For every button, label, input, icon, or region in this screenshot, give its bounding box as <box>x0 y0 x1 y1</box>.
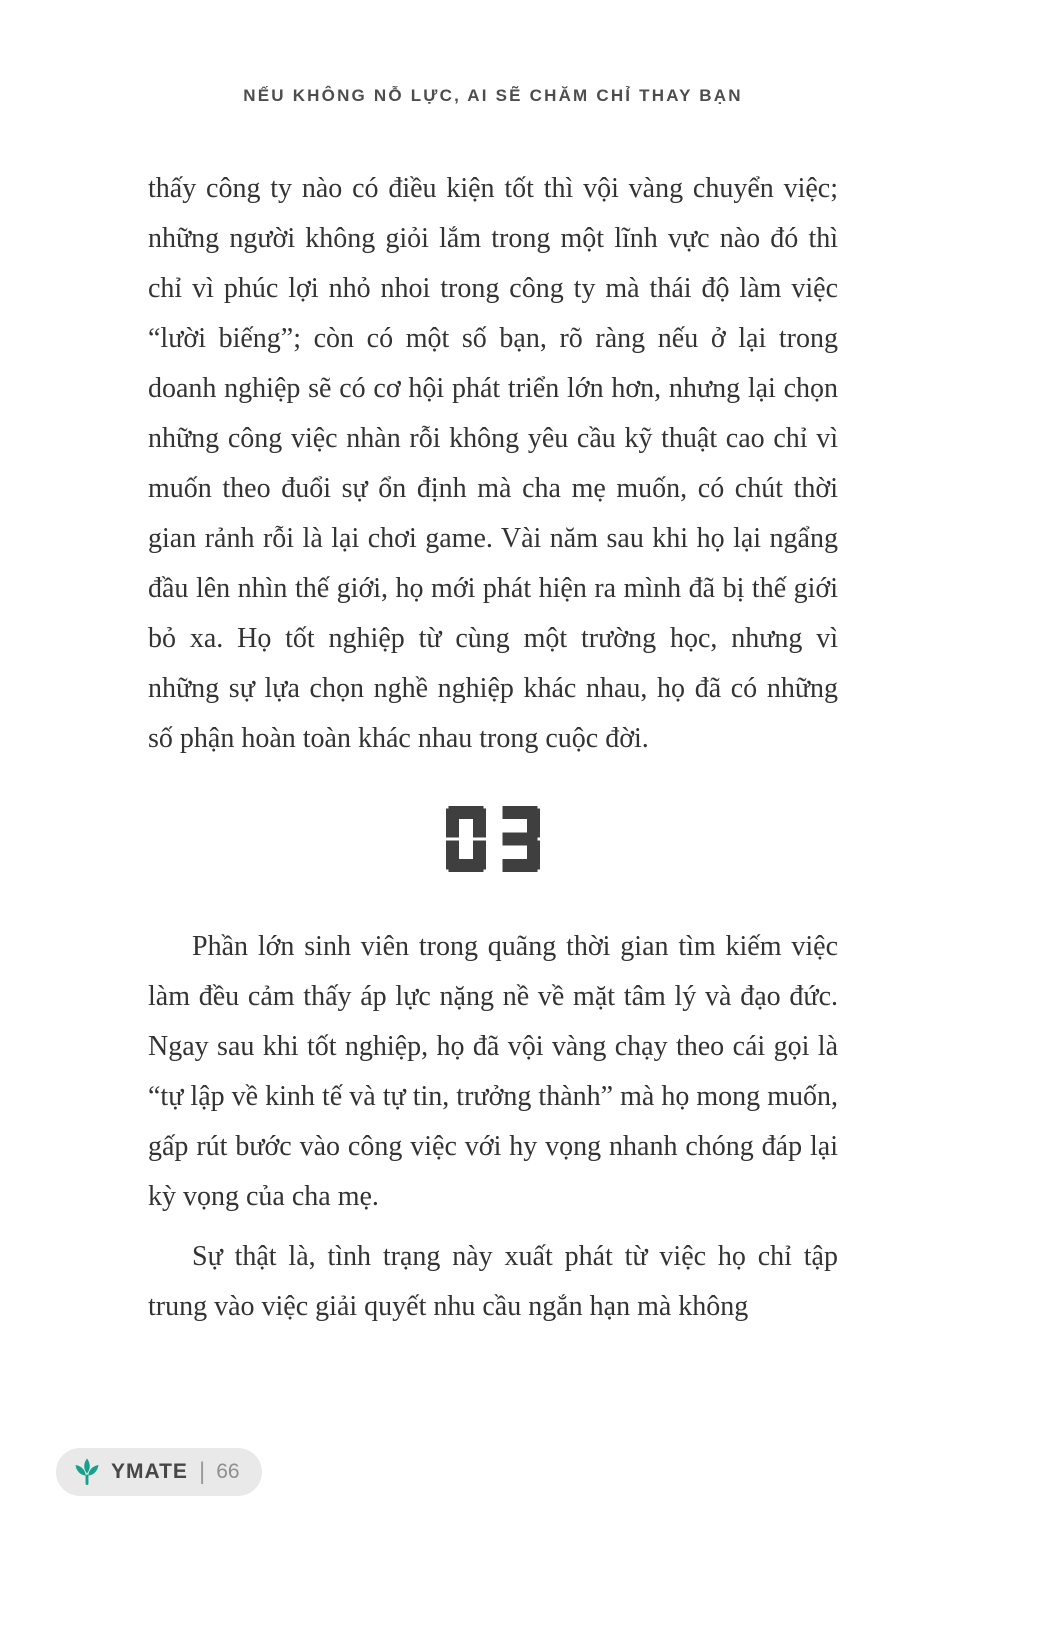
brand-name: YMATE <box>111 1460 188 1483</box>
body-paragraph-3: Sự thật là, tình trạng này xuất phát từ việc họ chỉ tập trung vào việc giải quyết nhu cầu ngắn hạn mà không <box>148 1241 838 1322</box>
footer-divider: | <box>198 1458 206 1485</box>
page-number: 66 <box>216 1460 240 1483</box>
body-paragraph-1: thấy công ty nào có điều kiện tốt thì vội vàng chuyển việc; những người không giỏi lắm trong một lĩnh vực nào đó thì chỉ vì phúc lợi nhỏ nhoi trong công ty mà thái độ làm việc “lười biếng”; còn có một số bạn, rõ ràng nếu ở lại trong doanh nghiệp sẽ có cơ hội phát triển lớn hơn, nhưng lại chọn những công việc nhàn rỗi không yêu cầu kỹ thuật cao chỉ vì muốn theo đuổi sự ổn định mà cha mẹ muốn, có chút thời gian rảnh rỗi là lại chơi game. Vài năm sau khi họ lại ngẩng đầu lên nhìn thế giới, họ mới phát hiện ra mình đã bị thế giới bỏ xa. Họ tốt nghiệp từ cùng một trường học, nhưng vì những sự lựa chọn nghề nghiệp khác nhau, họ đã có những số phận hoàn toàn khác nhau trong cuộc đời. <box>148 173 838 754</box>
section-number <box>148 806 838 872</box>
ymate-logo-icon <box>72 1457 102 1487</box>
body-text-block <box>148 164 838 1332</box>
running-header: NẾU KHÔNG NỖ LỰC, AI SẼ CHĂM CHỈ THAY BẠN <box>243 86 743 105</box>
footer-brand-badge <box>56 1448 262 1496</box>
body-paragraph-2: Phần lớn sinh viên trong quãng thời gian tìm kiếm việc làm đều cảm thấy áp lực nặng nề về mặt tâm lý và đạo đức. Ngay sau khi tốt nghiệp, họ đã vội vàng chạy theo cái gọi là “tự lập về kinh tế và tự tin, trưởng thành” mà họ mong muốn, gấp rút bước vào công việc với hy vọng nhanh chóng đáp lại kỳ vọng của cha mẹ. <box>148 931 838 1212</box>
